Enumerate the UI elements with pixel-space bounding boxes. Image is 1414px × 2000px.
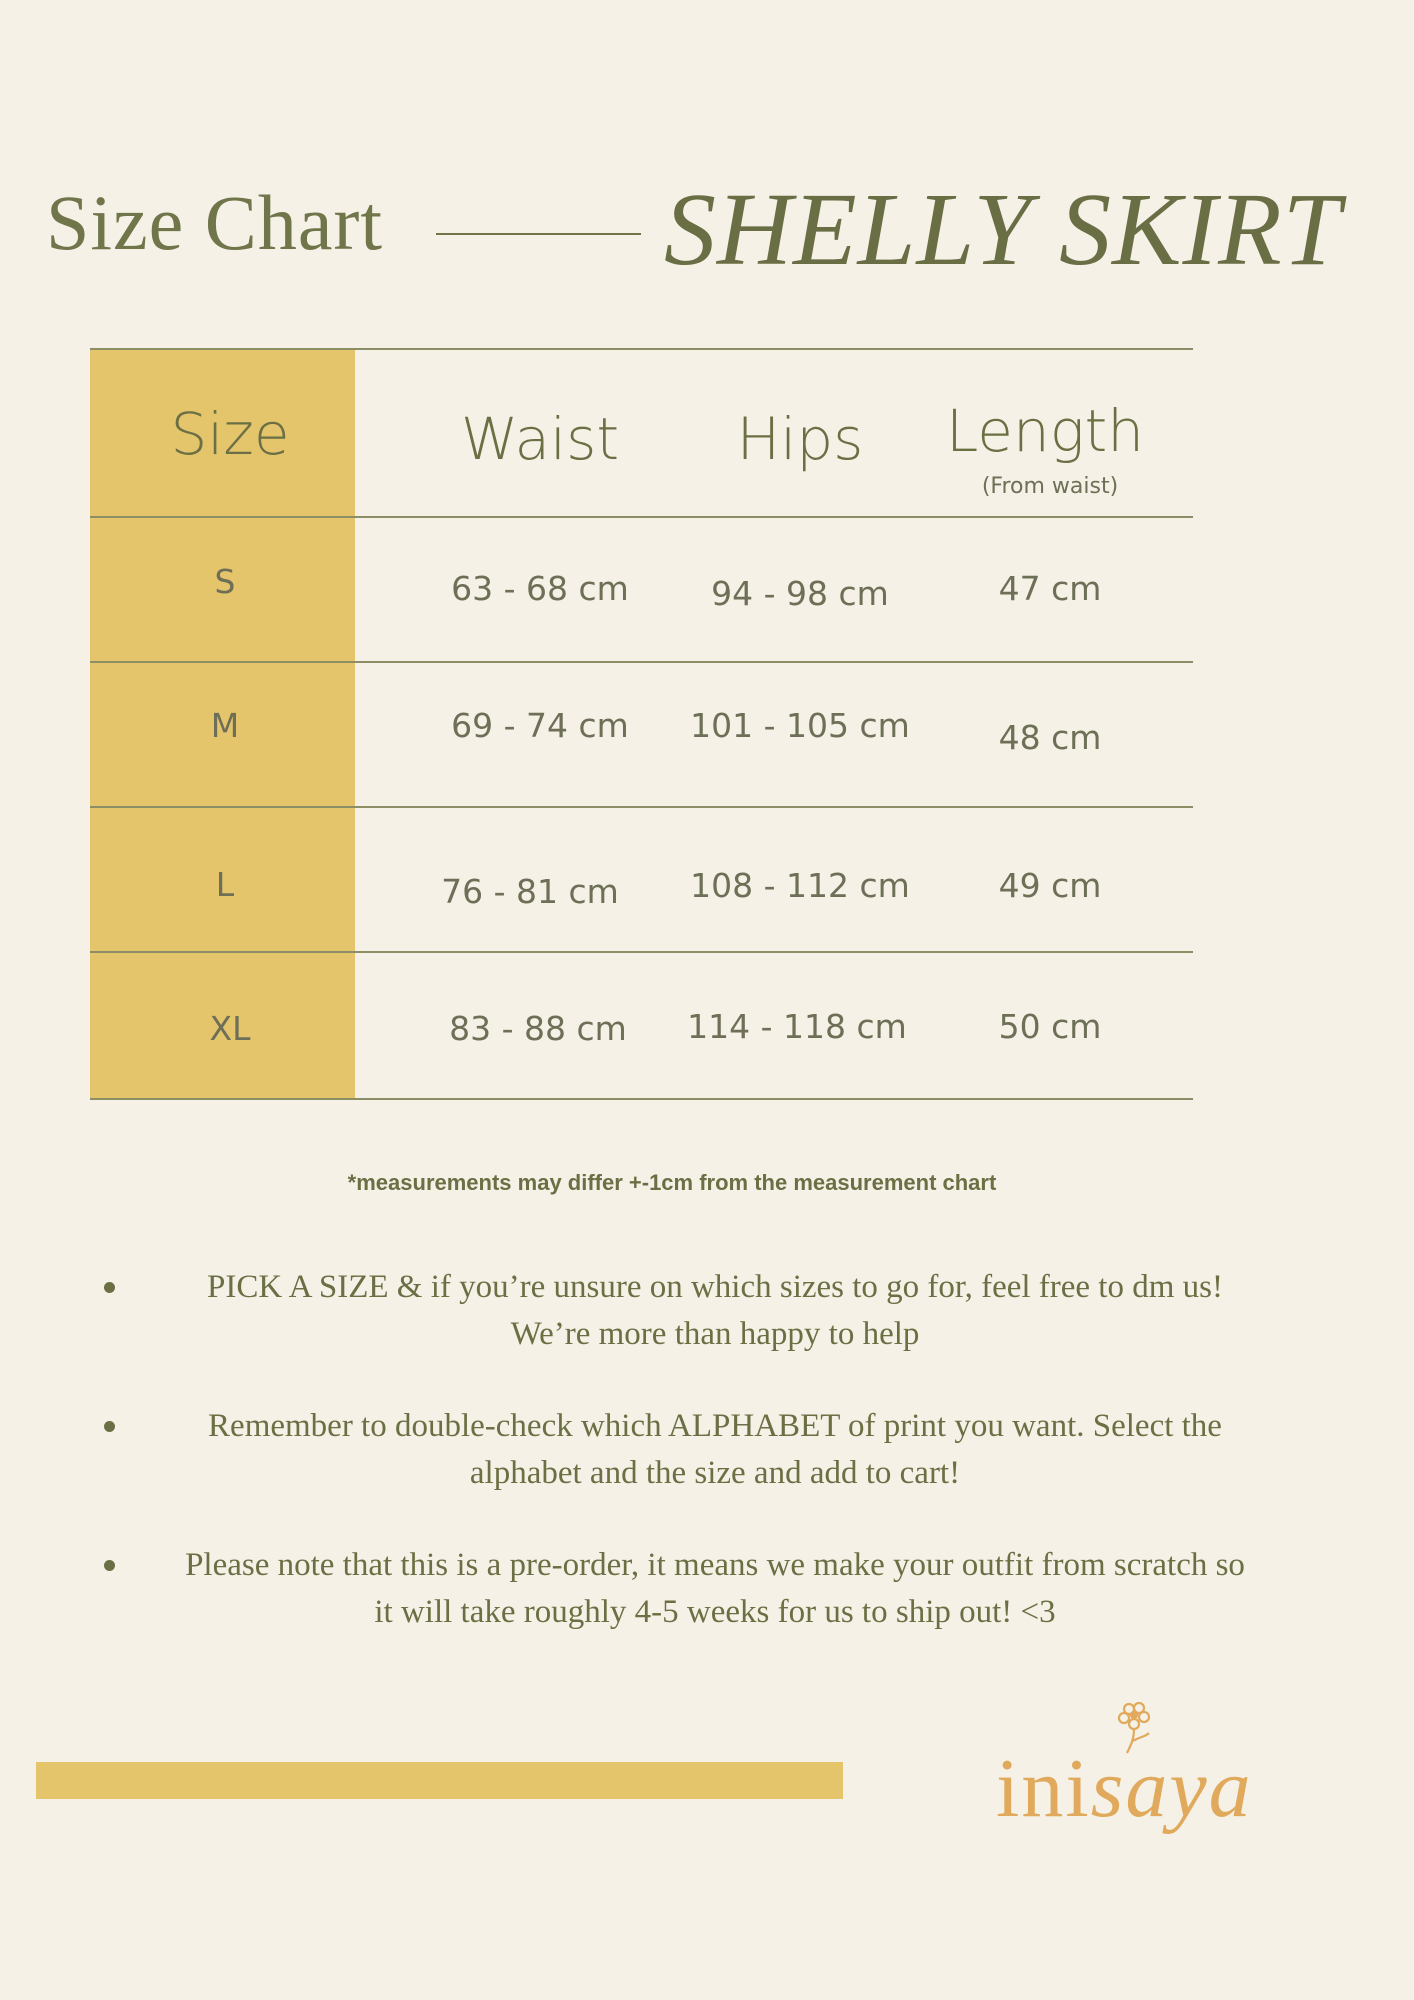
waist-cell: 63 - 68 cm [451,569,629,608]
length-cell: 48 cm [998,718,1102,757]
table-rule [90,516,1193,518]
header-waist: Waist [460,405,620,473]
logo-part-saya: saya [1090,1742,1253,1835]
hips-cell: 94 - 98 cm [711,574,889,613]
table-rule [90,661,1193,663]
hips-cell: 114 - 118 cm [687,1007,907,1046]
list-item [130,1403,1300,1497]
list-item-line: PICK A SIZE & if you’re unsure on which sizes to go for, feel free to dm us! [207,1269,1223,1305]
bullet-icon [104,1560,115,1571]
size-cell: S [214,562,236,601]
header-length-note: (From waist) [981,474,1119,499]
size-cell: L [215,865,235,904]
list-item-line: We’re more than happy to help [510,1316,920,1352]
size-cell: M [210,706,240,745]
list-item-line: Remember to double-check which ALPHABET of print you want. Select the [208,1408,1222,1444]
length-cell: 50 cm [998,1007,1102,1046]
length-cell: 49 cm [998,866,1102,905]
table-rule [90,806,1193,808]
size-cell: XL [209,1009,251,1048]
table-rule [90,348,1193,350]
size-chart-label: Size Chart [46,179,384,266]
hips-cell: 108 - 112 cm [690,866,910,905]
bullet-icon [104,1421,115,1432]
list-item [130,1542,1300,1636]
length-cell: 47 cm [998,569,1102,608]
waist-cell: 83 - 88 cm [449,1009,627,1048]
decorative-bar [36,1762,843,1799]
logo-part-ini: ini [996,1742,1091,1835]
header-length: Length [945,397,1145,465]
product-title: SHELLY SKIRT [664,172,1342,287]
header-size: Size [170,400,290,468]
measurement-note: *measurements may differ +-1cm from the measurement chart [347,1170,997,1195]
table-rule [90,951,1193,953]
hips-cell: 101 - 105 cm [690,706,910,745]
waist-cell: 69 - 74 cm [451,706,629,745]
table-rule [90,1098,1193,1100]
bullet-icon [104,1282,115,1293]
list-item [130,1264,1300,1358]
logo-wordmark [996,1740,1276,1837]
list-item-line: it will take roughly 4-5 weeks for us to ship out! <3 [374,1594,1056,1630]
header-hips: Hips [736,405,864,473]
title-divider [436,233,641,235]
waist-cell: 76 - 81 cm [441,872,619,911]
list-item-line: alphabet and the size and add to cart! [469,1455,961,1491]
list-item-line: Please note that this is a pre-order, it means we make your outfit from scratch so [185,1547,1245,1583]
